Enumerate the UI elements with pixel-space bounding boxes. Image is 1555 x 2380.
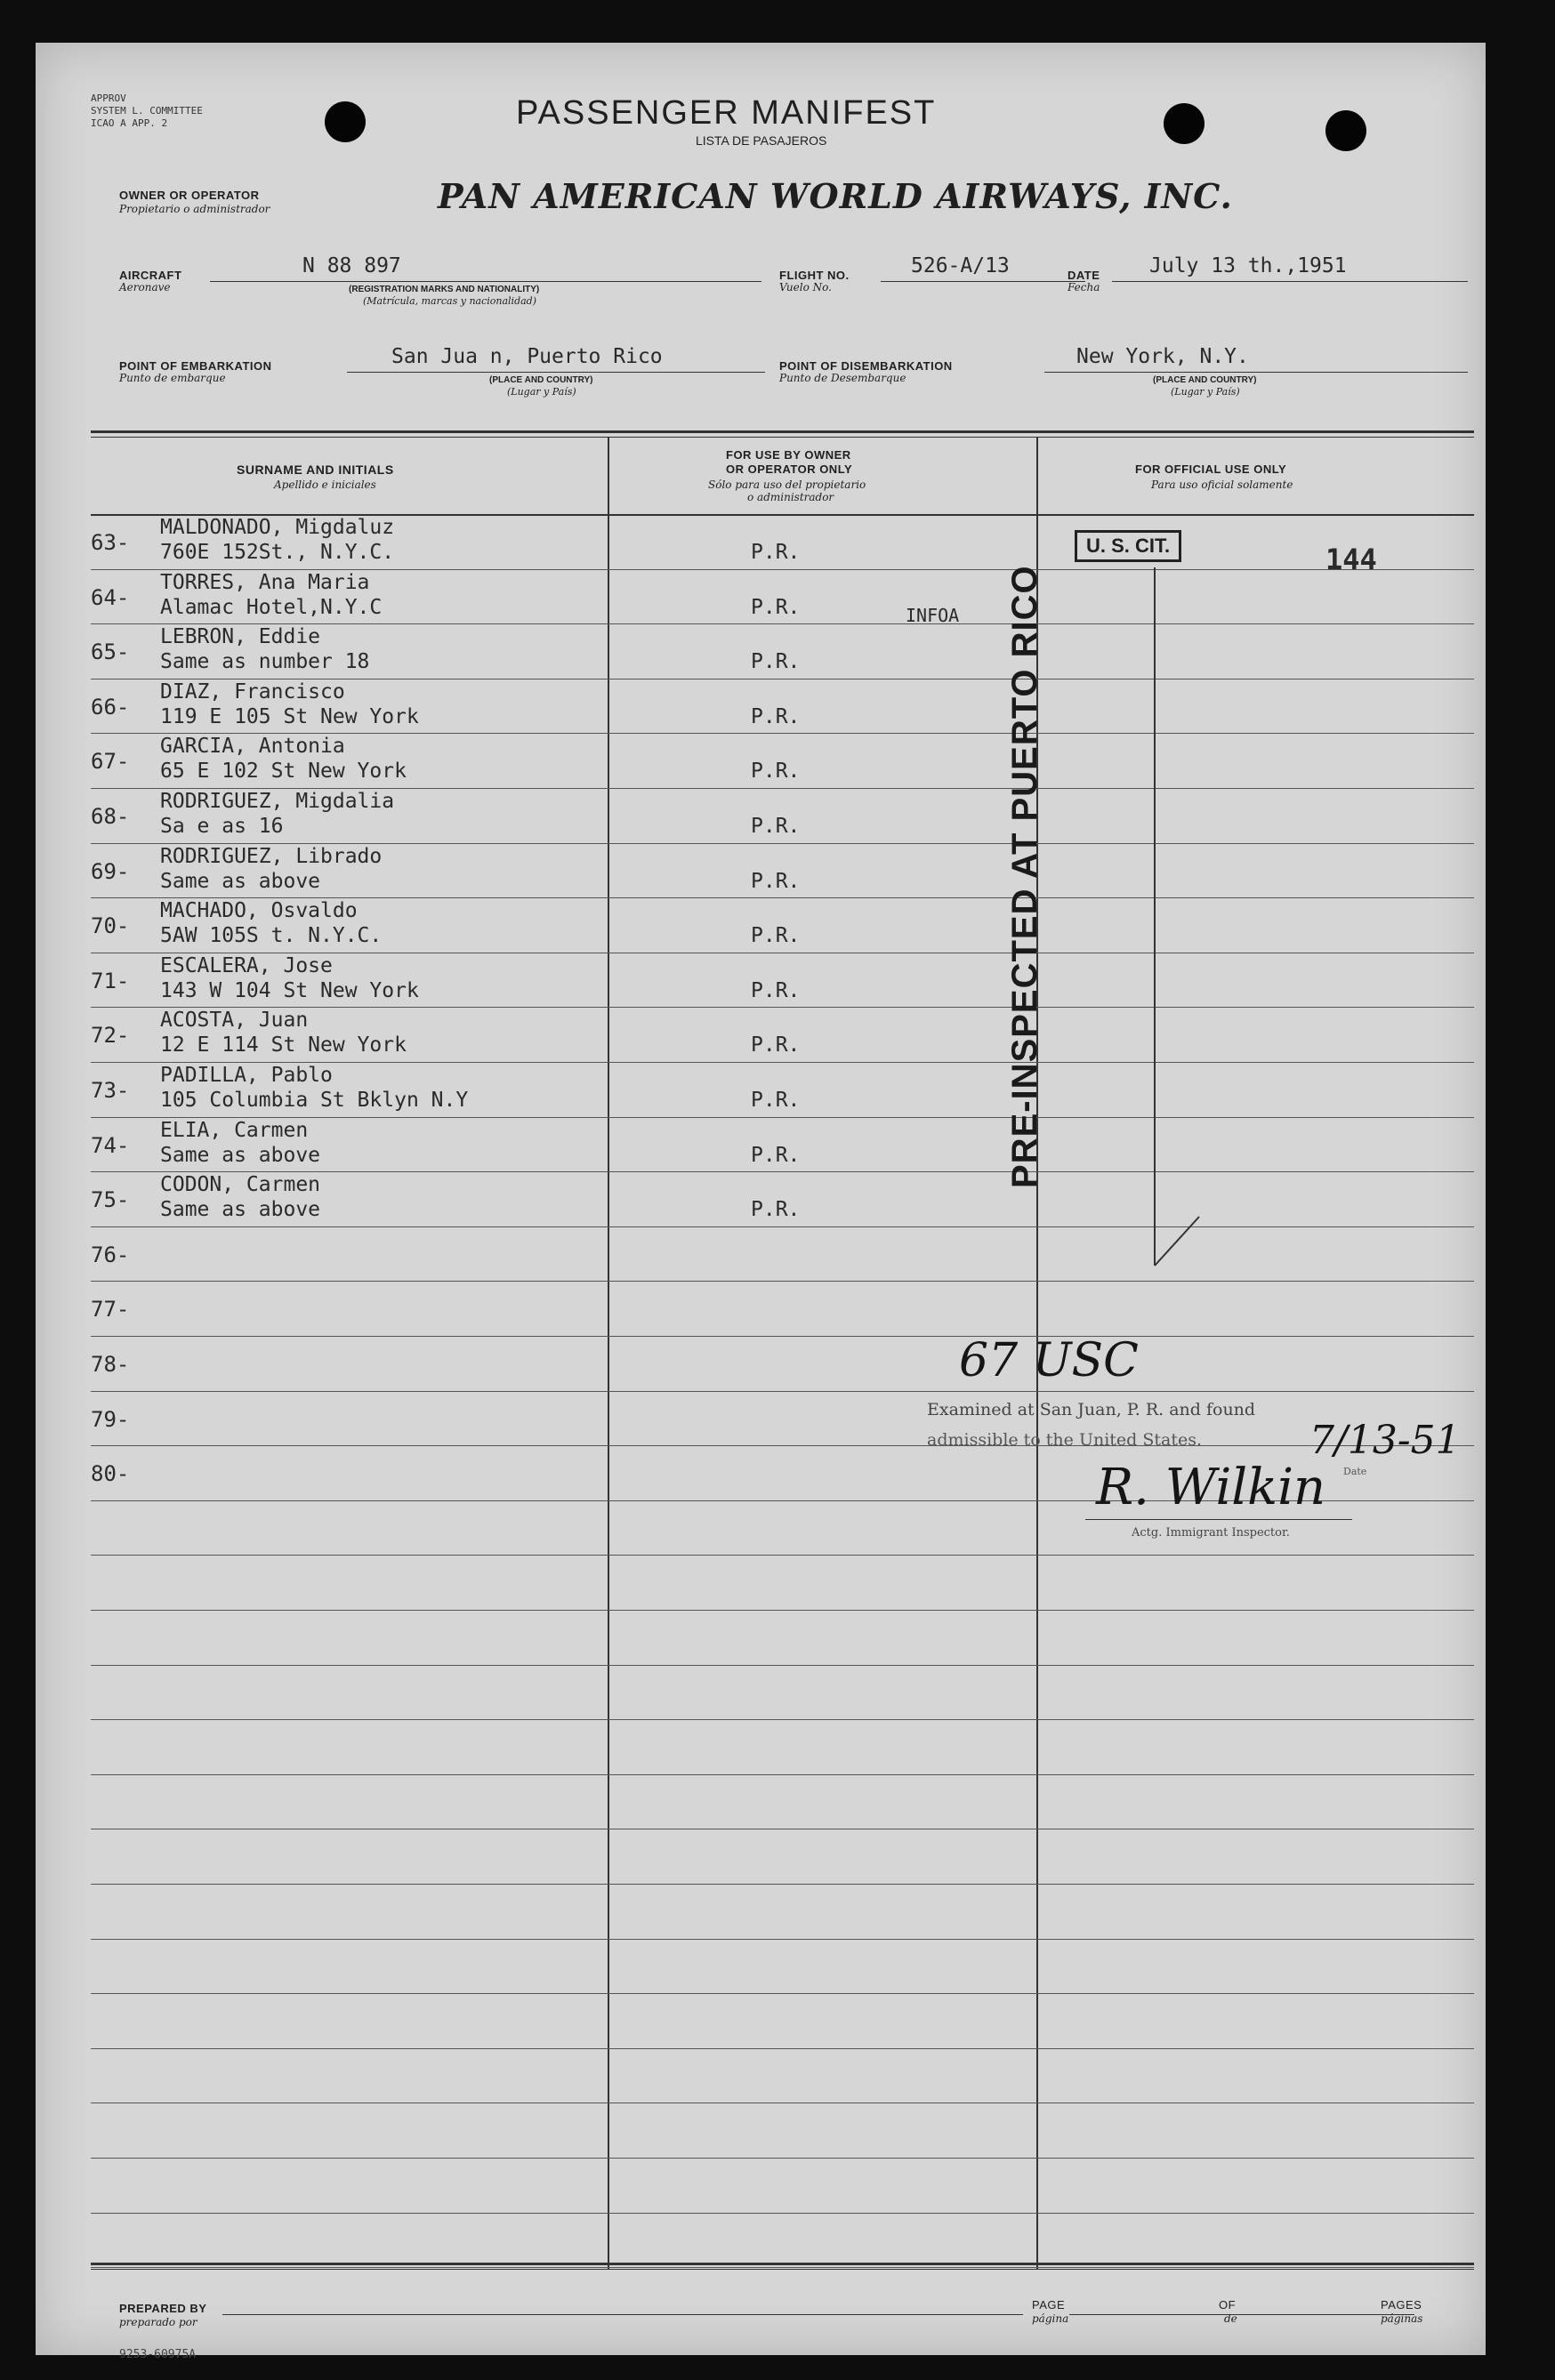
preinspected-stamp: PRE-INSPECTED AT PUERTO RICO	[1005, 565, 1044, 1188]
embark-caption-es: (Lugar y País)	[507, 386, 576, 398]
passenger-name: GARCIA, Antonia	[160, 735, 345, 759]
owner-use-code: P.R.	[751, 760, 801, 784]
page-label: PAGE	[1032, 2298, 1066, 2312]
approval-line-1: APPROV	[91, 92, 126, 104]
disembark-label-es: Punto de Desembarque	[779, 372, 906, 384]
row-rule	[91, 843, 1474, 844]
us-cit-stamp-text: U. S. CIT.	[1086, 535, 1171, 557]
passenger-address: Same as above	[160, 869, 321, 893]
row-rule	[91, 1391, 1474, 1392]
examined-line-1: Examined at San Juan, P. R. and found	[927, 1400, 1256, 1419]
row-number: 72-	[91, 1023, 130, 1049]
passenger-name: ELIA, Carmen	[160, 1118, 309, 1142]
owner-use-code: P.R.	[751, 650, 801, 674]
passenger-name: MALDONADO, Migdaluz	[160, 516, 395, 539]
page-title: PASSENGER MANIFEST	[516, 94, 937, 132]
passenger-address: 760E 152St., N.Y.C.	[160, 541, 395, 564]
row-number: 74-	[91, 1132, 130, 1158]
punch-hole-left	[325, 101, 366, 142]
col-owner-header-2: OR OPERATOR ONLY	[726, 462, 853, 476]
owner-use-code: P.R.	[751, 1033, 801, 1057]
row-rule	[91, 897, 1474, 898]
flight-label: FLIGHT NO.	[779, 269, 850, 282]
row-rule	[91, 1884, 1474, 1885]
of-label-es: de	[1224, 2312, 1237, 2325]
date-label: DATE	[1068, 269, 1100, 282]
disembark-value: New York, N.Y.	[1076, 345, 1249, 368]
passenger-address: 12 E 114 St New York	[160, 1033, 407, 1057]
punch-hole-right-1	[1164, 103, 1205, 144]
owner-label-es: Propietario o administrador	[119, 203, 270, 215]
exam-date-caption: Date	[1343, 1466, 1367, 1477]
manifest-sheet	[36, 43, 1486, 2361]
row-rule	[91, 2158, 1474, 2159]
row-rule	[91, 1610, 1474, 1611]
row-number: 79-	[91, 1406, 130, 1432]
row-rule	[91, 1993, 1474, 1994]
col-official-header: FOR OFFICIAL USE ONLY	[1135, 462, 1287, 476]
row-number: 75-	[91, 1187, 130, 1213]
owner-label: OWNER OR OPERATOR	[119, 189, 260, 202]
row-number: 77-	[91, 1297, 130, 1323]
row-number: 65-	[91, 639, 130, 665]
row-number: 76-	[91, 1242, 130, 1267]
embark-caption: (PLACE AND COUNTRY)	[489, 375, 593, 385]
passenger-name: ESCALERA, Jose	[160, 953, 333, 977]
passenger-name: TORRES, Ana Maria	[160, 570, 370, 594]
row-rule	[91, 1774, 1474, 1775]
row-rule	[91, 1171, 1474, 1172]
owner-use-code: P.R.	[751, 1143, 801, 1167]
owner-use-code: P.R.	[751, 704, 801, 728]
row-rule	[91, 1336, 1474, 1337]
inspector-caption: Actg. Immigrant Inspector.	[1132, 1526, 1290, 1540]
row-rule	[91, 1445, 1474, 1446]
disembark-label: POINT OF DISEMBARKATION	[779, 359, 953, 373]
passenger-address: 105 Columbia St Bklyn N.Y	[160, 1089, 469, 1112]
infoa-note: INFOA	[906, 605, 960, 626]
row-number: 70-	[91, 913, 130, 939]
embark-label: POINT OF EMBARKATION	[119, 359, 272, 373]
date-value: July 13 th.,1951	[1149, 254, 1347, 277]
aircraft-caption-es: (Matrícula, marcas y nacionalidad)	[363, 295, 536, 307]
col-owner-header-es2: o administrador	[747, 491, 834, 503]
passenger-name: RODRIGUEZ, Librado	[160, 844, 383, 868]
row-rule	[91, 1719, 1474, 1720]
punch-hole-right-2	[1325, 110, 1366, 151]
owner-value: PAN AMERICAN WORLD AIRWAYS, INC.	[438, 176, 1233, 216]
passenger-address: Same as above	[160, 1198, 321, 1222]
passenger-address: Same as number 18	[160, 650, 370, 674]
row-rule	[91, 1665, 1474, 1666]
passenger-address: Sa e as 16	[160, 815, 284, 838]
passenger-name: ACOSTA, Juan	[160, 1009, 309, 1033]
row-number: 78-	[91, 1352, 130, 1377]
prepared-label-es: preparado por	[119, 2316, 197, 2328]
passenger-name: RODRIGUEZ, Migdalia	[160, 790, 395, 813]
form-number: 9253-60975A	[119, 2348, 197, 2361]
row-rule	[91, 2213, 1474, 2214]
owner-use-code: P.R.	[751, 924, 801, 948]
official-count: 144	[1325, 543, 1377, 576]
owner-use-code: P.R.	[751, 869, 801, 893]
owner-use-code: P.R.	[751, 978, 801, 1002]
prepared-label: PREPARED BY	[119, 2302, 207, 2315]
embark-value: San Jua n, Puerto Rico	[391, 345, 663, 368]
owner-use-code: P.R.	[751, 1089, 801, 1112]
pages-label: PAGES	[1381, 2298, 1422, 2312]
passenger-name: MACHADO, Osvaldo	[160, 899, 358, 923]
row-rule	[91, 1555, 1474, 1556]
owner-use-code: P.R.	[751, 595, 801, 619]
inspector-signature: R. Wilkin	[1096, 1459, 1326, 1516]
owner-use-code: P.R.	[751, 1198, 801, 1222]
row-number: 71-	[91, 968, 130, 993]
row-number: 80-	[91, 1461, 130, 1487]
col-official-header-es: Para uso oficial solamente	[1151, 478, 1293, 491]
row-rule	[91, 569, 1474, 570]
disembark-caption: (PLACE AND COUNTRY)	[1153, 375, 1257, 385]
approval-block	[91, 92, 203, 130]
row-rule	[91, 1281, 1474, 1282]
passenger-address: 119 E 105 St New York	[160, 704, 419, 728]
row-number: 64-	[91, 584, 130, 610]
passenger-address: 143 W 104 St New York	[160, 978, 419, 1002]
col-owner-header-1: FOR USE BY OWNER	[726, 448, 851, 462]
owner-use-code: P.R.	[751, 815, 801, 838]
col-owner-header-es1: Sólo para uso del propietario	[708, 478, 866, 491]
exam-date: 7/13-51	[1309, 1418, 1461, 1463]
aircraft-label: AIRCRAFT	[119, 269, 182, 282]
date-label-es: Fecha	[1068, 281, 1100, 293]
handwritten-total: 67 USC	[959, 1334, 1139, 1387]
aircraft-value: N 88 897	[302, 254, 401, 277]
page-label-es: página	[1032, 2312, 1069, 2325]
flight-label-es: Vuelo No.	[779, 281, 832, 293]
flight-value: 526-A/13	[911, 254, 1010, 277]
passenger-name: PADILLA, Pablo	[160, 1064, 333, 1087]
row-number: 66-	[91, 694, 130, 720]
owner-use-code: P.R.	[751, 541, 801, 564]
row-number: 69-	[91, 858, 130, 884]
approval-line-2: SYSTEM L. COMMITTEE	[91, 105, 203, 117]
row-rule	[91, 1007, 1474, 1008]
passenger-name: LEBRON, Eddie	[160, 625, 321, 649]
row-number: 68-	[91, 804, 130, 829]
aircraft-label-es: Aeronave	[119, 281, 171, 293]
row-rule	[91, 1939, 1474, 1940]
passenger-address: Alamac Hotel,N.Y.C	[160, 595, 383, 619]
col-surname-header: SURNAME AND INITIALS	[237, 462, 394, 477]
row-number: 67-	[91, 749, 130, 775]
embark-label-es: Punto de embarque	[119, 372, 226, 384]
passenger-address: Same as above	[160, 1143, 321, 1167]
passenger-address: 5AW 105S t. N.Y.C.	[160, 924, 383, 948]
of-label: OF	[1219, 2298, 1237, 2312]
row-rule	[91, 733, 1474, 734]
row-rule	[91, 1117, 1474, 1118]
examined-line-2: admissible to the United States.	[927, 1430, 1203, 1450]
row-rule	[91, 788, 1474, 789]
row-number: 73-	[91, 1078, 130, 1103]
row-rule	[91, 1062, 1474, 1063]
disembark-caption-es: (Lugar y País)	[1171, 386, 1240, 398]
col-surname-header-es: Apellido e iniciales	[274, 478, 376, 491]
passenger-name: CODON, Carmen	[160, 1173, 321, 1197]
approval-line-3: ICAO A APP. 2	[91, 117, 168, 129]
us-cit-stamp	[1075, 530, 1181, 562]
row-rule	[91, 2048, 1474, 2049]
page-subtitle: LISTA DE PASAJEROS	[696, 133, 827, 148]
bracket-mark	[1119, 567, 1226, 1279]
row-number: 63-	[91, 530, 130, 555]
pages-label-es: páginas	[1381, 2312, 1423, 2325]
passenger-address: 65 E 102 St New York	[160, 760, 407, 784]
passenger-name: DIAZ, Francisco	[160, 679, 345, 704]
row-rule	[91, 623, 1474, 624]
row-rule	[91, 1226, 1474, 1227]
aircraft-caption: (REGISTRATION MARKS AND NATIONALITY)	[349, 285, 540, 294]
